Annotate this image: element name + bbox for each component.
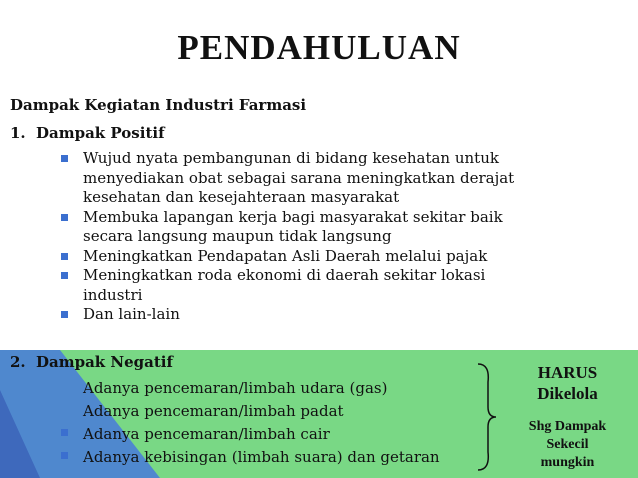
- harus-note: [500, 362, 635, 404]
- shg-line-3: mungkin: [540, 455, 595, 470]
- shg-line-1: Shg Dampak: [528, 419, 607, 434]
- bullet-icon: [61, 272, 68, 279]
- dikelola-line: Dikelola: [537, 384, 598, 403]
- list-item: [61, 247, 541, 267]
- list-item-text: Adanya kebisingan (limbah suara) dan getaran: [83, 448, 440, 466]
- bullet-icon: [61, 214, 68, 221]
- list-item-text: Meningkatkan roda ekonomi di daerah sekitar lokasi industri: [83, 266, 486, 304]
- section-title: Dampak Positif: [36, 124, 165, 142]
- list-item: [61, 208, 541, 247]
- list-item: [61, 446, 541, 469]
- list-item: [61, 305, 541, 325]
- harus-line: HARUS: [537, 363, 598, 382]
- section-positive-heading: [10, 124, 165, 142]
- list-item-text: Wujud nyata pembangunan di bidang kesehatan untuk menyediakan obat sebagai sarana meningkatkan derajat kesehatan dan kesejahteraan masyarakat: [83, 149, 515, 206]
- shg-line-2: Sekecil: [546, 437, 589, 452]
- subheading: Dampak Kegiatan Industri Farmasi: [10, 96, 307, 114]
- bullet-icon: [61, 429, 68, 436]
- negative-list: [61, 377, 541, 469]
- positive-list: [61, 149, 541, 325]
- section-title: Dampak Negatif: [36, 353, 173, 371]
- list-item-text: Meningkatkan Pendapatan Asli Daerah melalui pajak: [83, 246, 488, 265]
- section-number: 2.: [10, 353, 26, 371]
- bullet-icon: [61, 311, 68, 318]
- slide-title: PENDAHULUAN: [177, 28, 461, 67]
- list-item: [61, 423, 541, 446]
- shg-dampak-note: [500, 418, 635, 472]
- list-item: [61, 266, 541, 305]
- list-item-text: Dan lain-lain: [83, 305, 180, 323]
- list-item: [61, 149, 541, 208]
- list-item: [61, 377, 541, 400]
- list-item-text: Adanya pencemaran/limbah udara (gas): [83, 379, 388, 397]
- section-number: 1.: [10, 124, 26, 142]
- list-item-text: Adanya pencemaran/limbah cair: [83, 425, 330, 443]
- bullet-icon: [61, 452, 68, 459]
- bullet-icon: [61, 253, 68, 260]
- list-item: [61, 400, 541, 423]
- list-item-text: Adanya pencemaran/limbah padat: [83, 402, 344, 420]
- section-negative-heading: [10, 353, 173, 371]
- curly-brace-icon: [476, 362, 498, 472]
- bullet-icon: [61, 155, 68, 162]
- list-item-text: Membuka lapangan kerja bagi masyarakat sekitar baik secara langsung maupun tidak langsung: [83, 207, 503, 245]
